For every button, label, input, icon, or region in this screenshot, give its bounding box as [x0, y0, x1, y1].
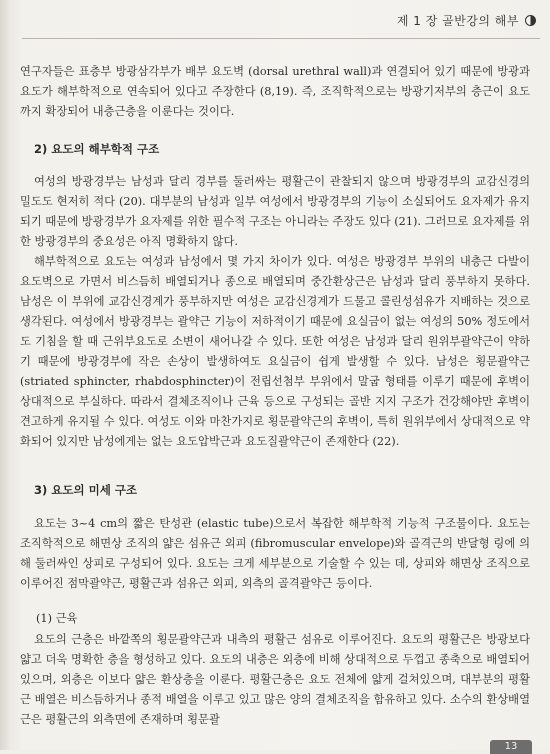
microstructure-section-body — [20, 514, 530, 594]
chapter-title: 제 1 장 골반강의 해부 — [396, 14, 519, 28]
section-heading-microstructure: 3) 요도의 미세 구조 — [34, 483, 138, 497]
section-heading-anatomy: 2) 요도의 해부학적 구조 — [34, 142, 160, 156]
page-number: 13 — [490, 740, 532, 754]
subsection-heading-muscle: (1) 근육 — [36, 612, 78, 625]
intro-block — [20, 62, 530, 122]
half-circle-icon — [525, 15, 536, 26]
anatomy-paragraph-2: 해부학적으로 요도는 여성과 남성에서 몇 가지 차이가 있다. 여성은 방광경부 부위의 내층근 다발이 요도벽으로 가면서 비스듬히 배열되거나 종으로 배열되며 중간환상근은 남성과 달리 풍부하지 못하다. 남성은 이 부위에 교감신경계가 풍부하지만 여성은 교감신경계가 드물고 콜린성섬유가 지배하는 것으로 생각된다. 여성에서 방광경부는 괄약근 기능이 저하적이기 때문에 요실금이 없는 여성의 50% 정도에서도 기침을 할 때 근위부요도로 소변이 새어나갈 수 있다. 또한 여성은 남성과 달리 원위부괄약근이 약하기 때문에 방광경부에 작은 손상이 발생하여도 요실금이 쉽게 발생할 수 있다. 남성은 횡문괄약근 (striated sphincter, rhabdosphincter)이 전립선첨부 부위에서 말굽 형태를 이루기 때문에 후벽이 상대적으로 부실하다. 따라서 결체조직이나 근육 등으로 구성되는 골반 지지 구조가 건강해야만 후벽이 견고하게 유지될 수 있다. 여성도 이와 마찬가지로 횡문괄약근의 후벽이, 특히 원위부에서 상대적으로 약화되어 있지만 남성에게는 없는 요도압박근과 요도질괄약근이 존재한다 (22). — [20, 255, 530, 448]
intro-paragraph: 연구자들은 표층부 방광삼각부가 배부 요도벽 (dorsal urethral wall)과 연결되어 있기 때문에 방광과 요도가 해부학적으로 연속되어 있다고 주장한다 (8,19). 즉, 조직학적으로는 방광기저부의 층근이 요도까지 확장되어 내층근층을 이룬다는 것이다. — [20, 65, 530, 118]
header-divider — [22, 38, 540, 39]
muscle-section-body — [20, 630, 530, 730]
muscle-paragraph: 요도의 근층은 바깥쪽의 횡문괄약근과 내측의 평활근 섬유로 이루어진다. 요도의 평활근은 방광보다 얇고 더욱 명확한 층을 형성하고 있다. 요도의 내층은 외층에 비해 상대적으로 두껍고 종축으로 배열되어 있으며, 외층은 이보다 얇은 환상층을 이룬다. 평활근층은 요도 전체에 얇게 걸쳐있으며, 대부분의 평활근 배열은 비스듬하거나 종적 배열을 이루고 있고 많은 양의 결체조직을 함유하고 있다. 소수의 환상배열근은 평활근의 외측면에 존재하며 횡문괄 — [20, 633, 530, 726]
anatomy-section-body — [20, 172, 530, 452]
running-header — [397, 12, 536, 29]
microstructure-paragraph-1: 요도는 3~4 cm의 짧은 탄성관 (elastic tube)으로서 복잡한 해부학적 기능적 구조물이다. 요도는 조직학적으로 해면상 조직의 얇은 섬유근 외피 (fibromuscular envelope)와 골격근의 반달형 링에 의해 둘러싸인 상피로 구성되어 있다. 요도는 크게 세부분으로 기술할 수 있는 데, 상피와 해면상 조직으로 이루어진 점막괄약근, 평활근과 섬유근 외피, 외측의 골격괄약근 등이다. — [20, 517, 530, 590]
anatomy-paragraph-1: 여성의 방광경부는 남성과 달리 경부를 둘러싸는 평활근이 관찰되지 않으며 방광경부의 교감신경의 밀도도 현저히 적다 (20). 대부분의 남성과 일부 여성에서 방광경부의 기능이 소실되어도 요자제가 유지되기 때문에 방광경부가 요자제를 위한 필수적 구조는 아니라는 주장도 있다 (21). 그러므로 요자제를 위한 방광경부의 중요성은 아직 명확하지 않다. — [20, 175, 530, 248]
